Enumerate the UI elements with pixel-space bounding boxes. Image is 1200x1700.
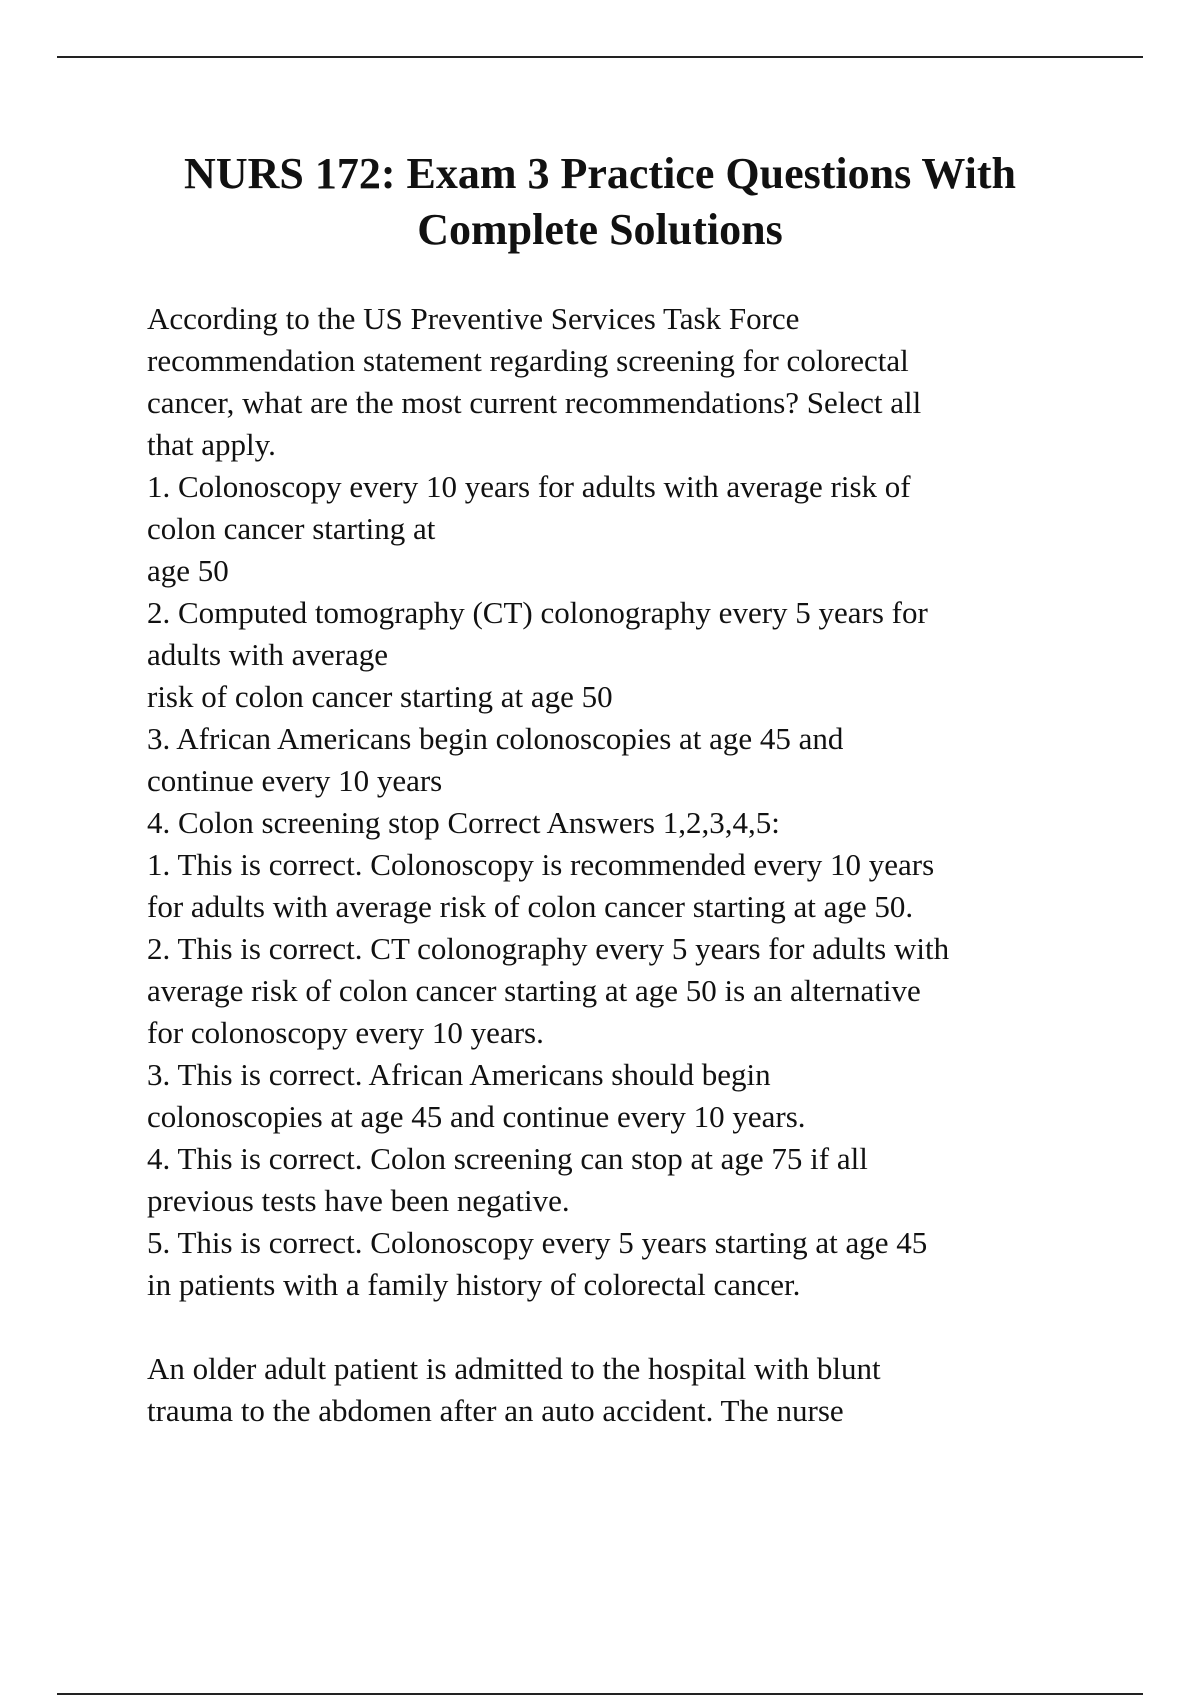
text-line: risk of colon cancer starting at age 50 — [147, 679, 613, 714]
text-line: recommendation statement regarding screening for colorectal — [147, 343, 909, 378]
text-line: previous tests have been negative. — [147, 1183, 570, 1218]
title-line: Complete Solutions — [417, 205, 783, 254]
text-line: cancer, what are the most current recommendations? Select all — [147, 385, 922, 420]
question-1 — [147, 298, 1147, 1306]
question-stem — [147, 298, 1147, 466]
text-line: continue every 10 years — [147, 763, 443, 798]
text-line: 3. African Americans begin colonoscopies at age 45 and — [147, 721, 844, 756]
footer-rule — [57, 1693, 1143, 1695]
text-line: average risk of colon cancer starting at age 50 is an alternative — [147, 973, 921, 1008]
title-line: NURS 172: Exam 3 Practice Questions With — [184, 149, 1016, 198]
paragraph-gap — [147, 1306, 1147, 1348]
text-line: in patients with a family history of colorectal cancer. — [147, 1267, 801, 1302]
header-rule — [57, 56, 1143, 58]
text-line: 2. Computed tomography (CT) colonography every 5 years for — [147, 595, 928, 630]
question-stem — [147, 1348, 1147, 1432]
text-line: 4. Colon screening stop Correct Answers 1,2,3,4,5: — [147, 805, 780, 840]
question-2 — [147, 1348, 1147, 1432]
text-line: 4. This is correct. Colon screening can stop at age 75 if all — [147, 1141, 868, 1176]
document-body — [147, 298, 1147, 1432]
text-line: age 50 — [147, 553, 229, 588]
text-line: colon cancer starting at — [147, 511, 436, 546]
text-line: that apply. — [147, 427, 276, 462]
text-line: 2. This is correct. CT colonography every 5 years for adults with — [147, 931, 950, 966]
text-line: for adults with average risk of colon cancer starting at age 50. — [147, 889, 914, 924]
text-line: According to the US Preventive Services Task Force — [147, 301, 800, 336]
text-line: 3. This is correct. African Americans should begin — [147, 1057, 771, 1092]
text-line: 1. Colonoscopy every 10 years for adults with average risk of — [147, 469, 911, 504]
text-line: adults with average — [147, 637, 389, 672]
text-line: colonoscopies at age 45 and continue every 10 years. — [147, 1099, 806, 1134]
text-line: 1. This is correct. Colonoscopy is recommended every 10 years — [147, 847, 935, 882]
text-line: trauma to the abdomen after an auto accident. The nurse — [147, 1393, 844, 1428]
document-title — [100, 146, 1100, 258]
text-line: for colonoscopy every 10 years. — [147, 1015, 544, 1050]
answer-options — [147, 466, 1147, 844]
text-line: An older adult patient is admitted to the hospital with blunt — [147, 1351, 881, 1386]
answer-rationale — [147, 844, 1147, 1306]
text-line: 5. This is correct. Colonoscopy every 5 years starting at age 45 — [147, 1225, 928, 1260]
